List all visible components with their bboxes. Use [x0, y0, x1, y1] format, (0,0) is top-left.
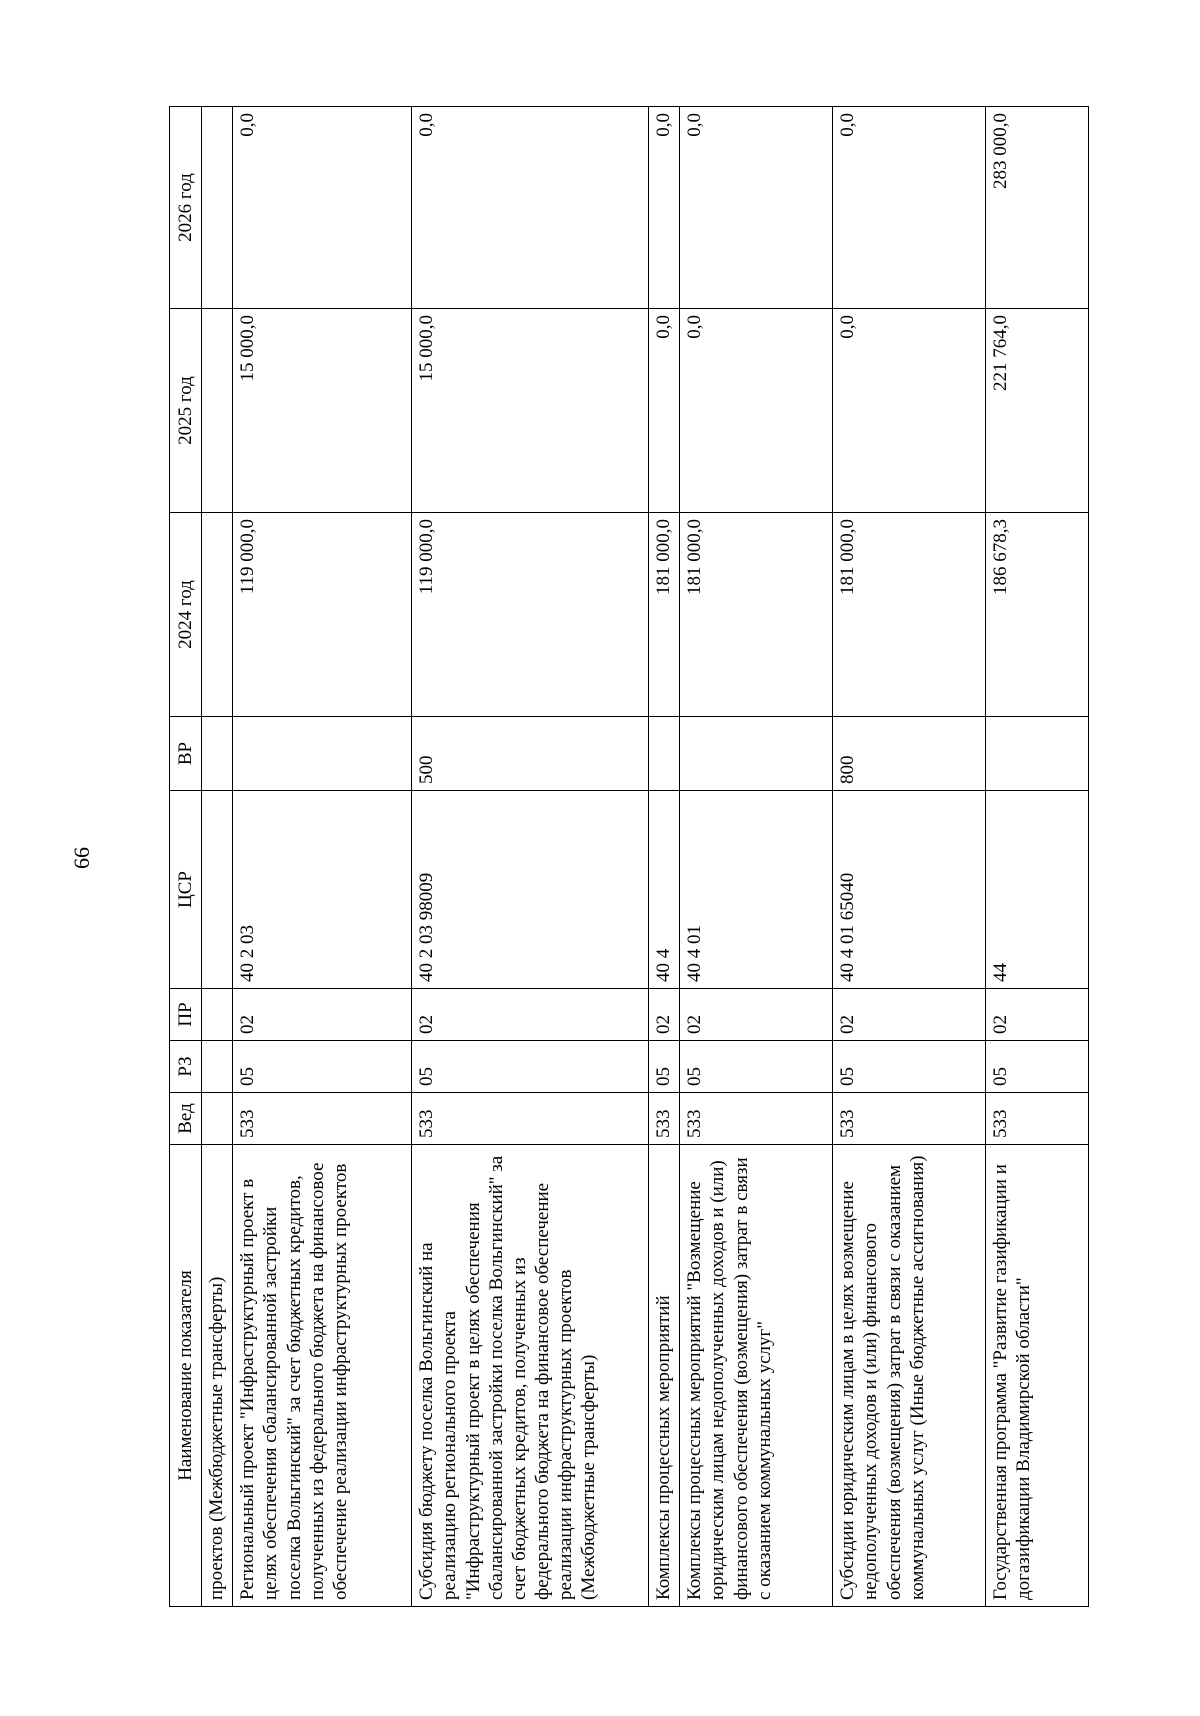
cell-2024: 119 000,0: [233, 513, 412, 717]
table-row: [233, 107, 412, 1607]
rotated-page-content: [169, 107, 1099, 1607]
cell-name: Государственная программа "Развитие газификации и догазификации Владимирской области": [986, 1145, 1089, 1607]
cell-2025: 15 000,0: [412, 309, 649, 513]
cell-name: Субсидии юридическим лицам в целях возмещение недополученных доходов и (или) финансового обеспечения (возмещения) затрат в связи с оказанием коммунальных услуг (Иные бюджетные ассигнования): [833, 1145, 986, 1607]
cell-pr: 02: [680, 989, 833, 1041]
cell-name: Субсидия бюджету поселка Вольгинский на реализацию регионального проекта "Инфраструктурный проект в целях обеспечения сбалансированной застройки поселка Вольгинский" за счет бюджетных кредитов, полученных из федерального бюджета на финансовое обеспечение реализации инфраструктурных проектов (Межбюджетные трансферты): [412, 1145, 649, 1607]
cell-2025: 0,0: [680, 309, 833, 513]
cell-2024: [202, 513, 233, 717]
cell-ved: 533: [986, 1093, 1089, 1145]
cell-csr: [202, 791, 233, 989]
cell-rz: 05: [680, 1041, 833, 1093]
header-ved: Вед: [170, 1093, 202, 1145]
cell-ved: 533: [680, 1093, 833, 1145]
table-row: [412, 107, 649, 1607]
cell-2025: 221 764,0: [986, 309, 1089, 513]
header-2025: 2025 год: [170, 309, 202, 513]
cell-pr: [202, 989, 233, 1041]
cell-pr: 02: [649, 989, 680, 1041]
cell-rz: 05: [233, 1041, 412, 1093]
cell-vr: [202, 717, 233, 791]
cell-vr: 800: [833, 717, 986, 791]
cell-ved: 533: [649, 1093, 680, 1145]
cell-vr: 500: [412, 717, 649, 791]
cell-vr: [649, 717, 680, 791]
cell-ved: 533: [833, 1093, 986, 1145]
cell-2024: 181 000,0: [649, 513, 680, 717]
cell-2026: 0,0: [680, 107, 833, 309]
cell-vr: [680, 717, 833, 791]
header-rz: РЗ: [170, 1041, 202, 1093]
cell-2025: 0,0: [833, 309, 986, 513]
cell-pr: 02: [412, 989, 649, 1041]
table-row: [202, 107, 233, 1607]
cell-2026: 0,0: [233, 107, 412, 309]
cell-rz: 05: [833, 1041, 986, 1093]
cell-csr: 40 2 03: [233, 791, 412, 989]
cell-name: Комплексы процессных мероприятий: [649, 1145, 680, 1607]
cell-vr: [233, 717, 412, 791]
cell-pr: 02: [233, 989, 412, 1041]
cell-name: Региональный проект "Инфраструктурный проект в целях обеспечения сбалансированной застройки поселка Вольгинский" за счет бюджетных кредитов, полученных из федерального бюджета на финансовое обеспечение реализации инфраструктурных проектов: [233, 1145, 412, 1607]
cell-rz: 05: [986, 1041, 1089, 1093]
cell-csr: 40 2 03 98009: [412, 791, 649, 989]
cell-2025: [202, 309, 233, 513]
cell-csr: 44: [986, 791, 1089, 989]
cell-2024: 181 000,0: [680, 513, 833, 717]
header-pr: ПР: [170, 989, 202, 1041]
cell-2025: 15 000,0: [233, 309, 412, 513]
table-row: [833, 107, 986, 1607]
cell-2024: 186 678,3: [986, 513, 1089, 717]
cell-csr: 40 4 01 65040: [833, 791, 986, 989]
cell-pr: 02: [986, 989, 1089, 1041]
cell-2026: 0,0: [649, 107, 680, 309]
cell-rz: 05: [412, 1041, 649, 1093]
page-number: 66: [69, 847, 94, 869]
header-csr: ЦСР: [170, 791, 202, 989]
cell-2025: 0,0: [649, 309, 680, 513]
cell-ved: 533: [233, 1093, 412, 1145]
table-row: [680, 107, 833, 1607]
budget-table: [169, 106, 1089, 1607]
cell-name: Комплексы процессных мероприятий "Возмещение юридическим лицам недополученных доходов и (или) финансового обеспечения (возмещения) затрат в связи с оказанием коммунальных услуг": [680, 1145, 833, 1607]
cell-csr: 40 4 01: [680, 791, 833, 989]
cell-ved: 533: [412, 1093, 649, 1145]
header-vr: ВР: [170, 717, 202, 791]
cell-2024: 181 000,0: [833, 513, 986, 717]
cell-2026: 0,0: [833, 107, 986, 309]
cell-name: проектов (Межбюджетные трансферты): [202, 1145, 233, 1607]
cell-rz: 05: [649, 1041, 680, 1093]
table-row: [649, 107, 680, 1607]
cell-csr: 40 4: [649, 791, 680, 989]
table-row: [986, 107, 1089, 1607]
header-2024: 2024 год: [170, 513, 202, 717]
cell-2026: 0,0: [412, 107, 649, 309]
table-header-row: [170, 107, 202, 1607]
cell-rz: [202, 1041, 233, 1093]
cell-vr: [986, 717, 1089, 791]
cell-2026: [202, 107, 233, 309]
header-2026: 2026 год: [170, 107, 202, 309]
cell-2024: 119 000,0: [412, 513, 649, 717]
header-name: Наименование показателя: [170, 1145, 202, 1607]
cell-ved: [202, 1093, 233, 1145]
cell-2026: 283 000,0: [986, 107, 1089, 309]
cell-pr: 02: [833, 989, 986, 1041]
